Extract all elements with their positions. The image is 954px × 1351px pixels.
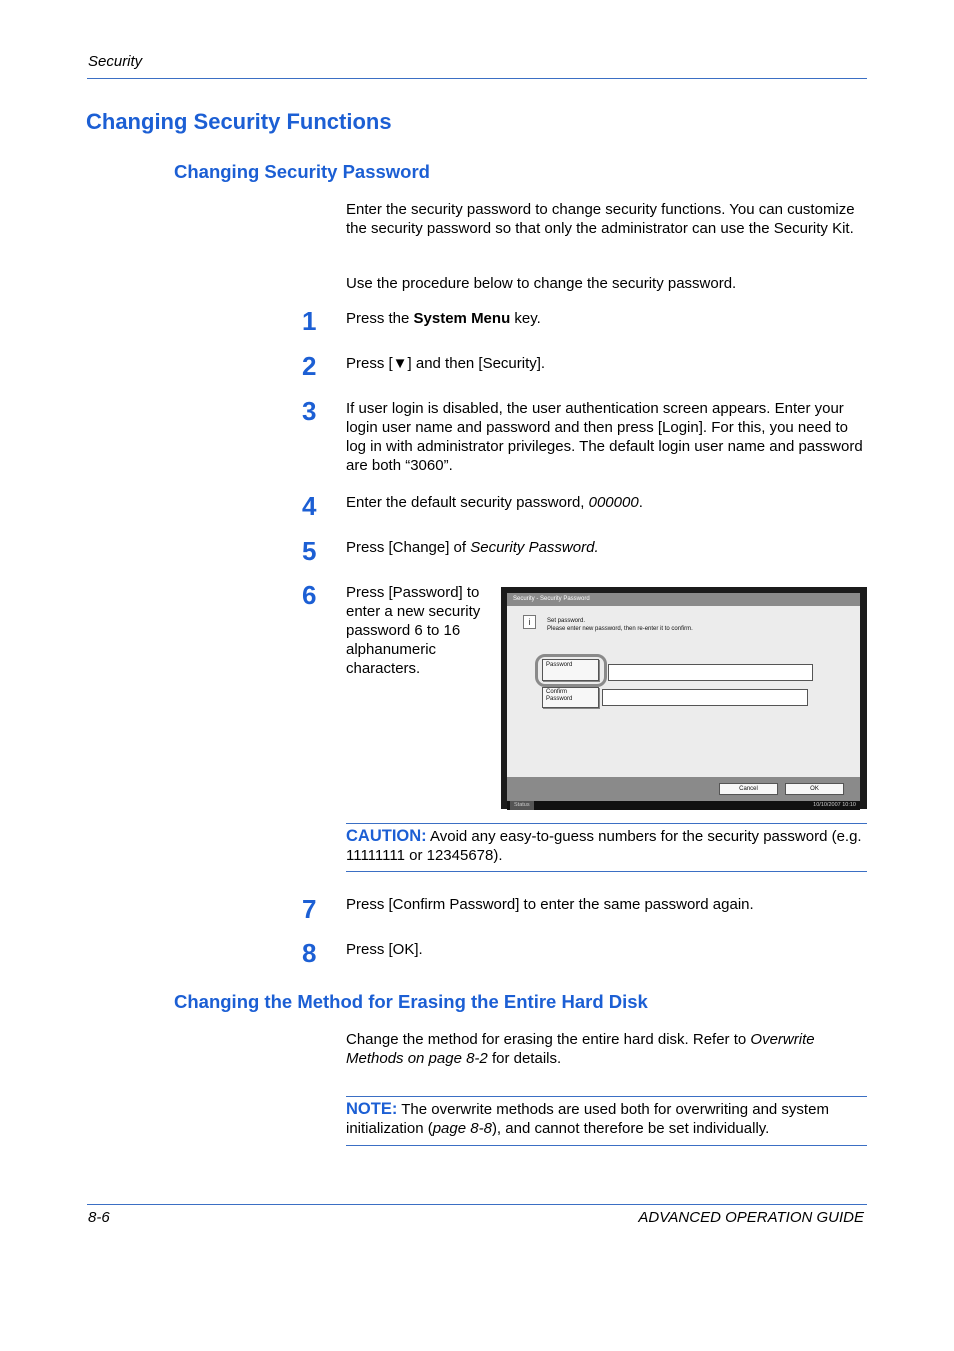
password-button[interactable]: Password xyxy=(542,659,599,681)
caution-box: CAUTION: Avoid any easy-to-guess numbers for the security password (e.g. 11111111 or 12345678). xyxy=(346,827,862,864)
guide-name: ADVANCED OPERATION GUIDE xyxy=(638,1209,864,1226)
caution-label: CAUTION: xyxy=(346,827,427,845)
step-number: 6 xyxy=(302,580,317,610)
intro-paragraph: Enter the security password to change security functions. You can customize the security password so that only the administrator can use the Security Kit. xyxy=(346,201,855,237)
step-text: If user login is disabled, the user authentication screen appears. Enter your login user name and password and then press [Login]. For this, you need to log in with administrator privileges. The default login user name and password are both “3060”. xyxy=(346,400,863,474)
system-menu-key: System Menu xyxy=(413,310,511,327)
step-text: Press [Change] of Security Password. xyxy=(346,539,599,556)
section-heading-erase: Changing the Method for Erasing the Entire Hard Disk xyxy=(174,991,648,1012)
step-number: 7 xyxy=(302,894,317,924)
note-box: NOTE: The overwrite methods are used both for overwriting and system initialization (page 8-8), and cannot therefore be set individually. xyxy=(346,1100,829,1137)
caution-bottom-rule xyxy=(346,871,867,872)
footer-rule xyxy=(87,1204,867,1205)
cancel-button[interactable]: Cancel xyxy=(719,783,778,795)
step-number: 1 xyxy=(302,306,317,336)
procedure-intro: Use the procedure below to change the security password. xyxy=(346,275,737,292)
panel-screen xyxy=(507,593,860,808)
status-bar xyxy=(507,801,860,810)
page-title: Changing Security Functions xyxy=(86,109,392,134)
step-number: 4 xyxy=(302,491,317,521)
panel-title-bar: Security - Security Password xyxy=(507,593,860,606)
erase-paragraph: Change the method for erasing the entire hard disk. Refer to Overwrite Methods on page 8-2 for details. xyxy=(346,1031,815,1067)
step-text: Press the System Menu key. xyxy=(346,310,541,327)
info-icon: i xyxy=(523,615,536,629)
overwrite-methods-reference: Overwrite Methods on page 8-2 xyxy=(346,1031,815,1067)
panel-datetime: 10/10/2007 10:10 xyxy=(813,802,856,808)
note-bottom-rule xyxy=(346,1145,867,1146)
panel-screenshot xyxy=(501,587,867,809)
step-text: Press [Confirm Password] to enter the same password again. xyxy=(346,896,754,913)
caution-top-rule xyxy=(346,823,867,824)
page-number: 8-6 xyxy=(88,1209,110,1226)
step-number: 5 xyxy=(302,536,317,566)
running-header: Security xyxy=(88,53,143,70)
status-button[interactable]: Status xyxy=(510,801,534,810)
header-rule xyxy=(87,78,867,79)
step-number: 3 xyxy=(302,396,317,426)
step-number: 8 xyxy=(302,938,317,968)
note-label: NOTE: xyxy=(346,1100,398,1118)
confirm-password-field[interactable] xyxy=(602,689,808,706)
confirm-password-button[interactable]: Confirm Password xyxy=(542,687,599,708)
step-number: 2 xyxy=(302,351,317,381)
step-text: Press [▼] and then [Security]. xyxy=(346,355,546,372)
section-heading-password: Changing Security Password xyxy=(174,161,430,182)
password-field[interactable] xyxy=(608,664,813,681)
step-text: Press [Password] to enter a new security password 6 to 16 alphanumeric characters. xyxy=(346,584,481,677)
step-text: Enter the default security password, 000000. xyxy=(346,494,643,511)
note-top-rule xyxy=(346,1096,867,1097)
ok-button[interactable]: OK xyxy=(785,783,844,795)
panel-message: Set password. Please enter new password, then re-enter it to confirm. xyxy=(547,618,693,632)
step-text: Press [OK]. xyxy=(346,941,423,958)
